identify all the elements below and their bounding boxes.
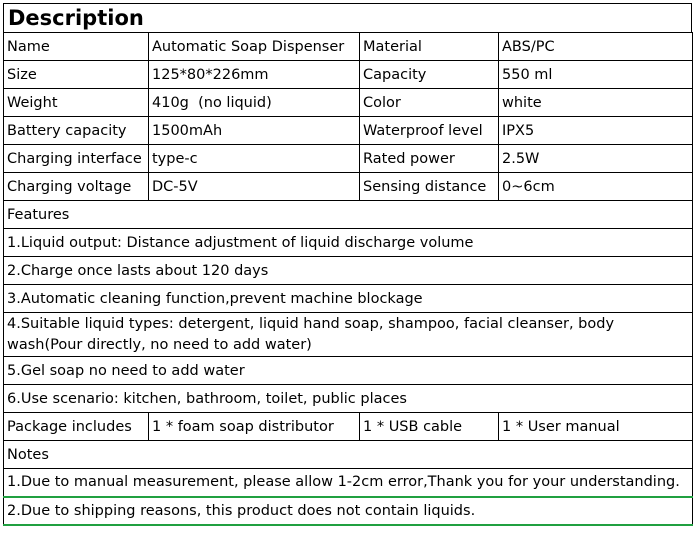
spec-label: Waterproof level <box>360 117 499 145</box>
table-row <box>4 61 693 89</box>
spec-label: Size <box>4 61 149 89</box>
spec-value: white <box>499 89 693 117</box>
description-sheet <box>3 3 692 545</box>
table-row <box>4 357 693 385</box>
feature-item: 3.Automatic cleaning function,prevent machine blockage <box>4 285 693 313</box>
spec-label: Charging voltage <box>4 173 149 201</box>
package-item: 1 * foam soap distributor <box>149 413 360 441</box>
feature-item: 6.Use scenario: kitchen, bathroom, toilet, public places <box>4 385 693 413</box>
spec-label: Rated power <box>360 145 499 173</box>
spec-value: 2.5W <box>499 145 693 173</box>
feature-item: 1.Liquid output: Distance adjustment of liquid discharge volume <box>4 229 693 257</box>
spec-value: 125*80*226mm <box>149 61 360 89</box>
feature-item: 5.Gel soap no need to add water <box>4 357 693 385</box>
table-row <box>4 201 693 229</box>
spec-label: Capacity <box>360 61 499 89</box>
table-row <box>4 89 693 117</box>
spec-label: Material <box>360 33 499 61</box>
note-item: 2.Due to shipping reasons, this product does not contain liquids. <box>4 497 693 525</box>
table-row <box>4 257 693 285</box>
table-row <box>4 173 693 201</box>
table-row <box>4 33 693 61</box>
package-item: 1 * User manual <box>499 413 693 441</box>
spec-label: Name <box>4 33 149 61</box>
spec-value: 0~6cm <box>499 173 693 201</box>
spec-value: 550 ml <box>499 61 693 89</box>
table-row <box>4 413 693 441</box>
table-row <box>4 145 693 173</box>
table-row <box>4 469 693 497</box>
table-row <box>4 313 693 357</box>
note-item: 1.Due to manual measurement, please allow 1-2cm error,Thank you for your understanding. <box>4 469 693 497</box>
table-row <box>4 385 693 413</box>
spec-value: 410g (no liquid) <box>149 89 360 117</box>
spec-value: IPX5 <box>499 117 693 145</box>
package-item: 1 * USB cable <box>360 413 499 441</box>
package-label: Package includes <box>4 413 149 441</box>
spec-value: DC-5V <box>149 173 360 201</box>
feature-item: 4.Suitable liquid types: detergent, liquid hand soap, shampoo, facial cleanser, body wash(Pour directly, no need to add water) <box>4 313 693 357</box>
spec-value: ABS/PC <box>499 33 693 61</box>
page-title: Description <box>3 3 692 32</box>
table-row <box>4 441 693 469</box>
table-row <box>4 117 693 145</box>
table-row <box>4 497 693 525</box>
table-row <box>4 229 693 257</box>
spec-table <box>3 32 693 526</box>
features-heading: Features <box>4 201 693 229</box>
spec-label: Color <box>360 89 499 117</box>
notes-heading: Notes <box>4 441 693 469</box>
spec-value: 1500mAh <box>149 117 360 145</box>
table-row <box>4 285 693 313</box>
spec-label: Sensing distance <box>360 173 499 201</box>
feature-item: 2.Charge once lasts about 120 days <box>4 257 693 285</box>
spec-label: Battery capacity <box>4 117 149 145</box>
spec-label: Charging interface <box>4 145 149 173</box>
spec-value: type-c <box>149 145 360 173</box>
spec-value: Automatic Soap Dispenser <box>149 33 360 61</box>
spec-label: Weight <box>4 89 149 117</box>
